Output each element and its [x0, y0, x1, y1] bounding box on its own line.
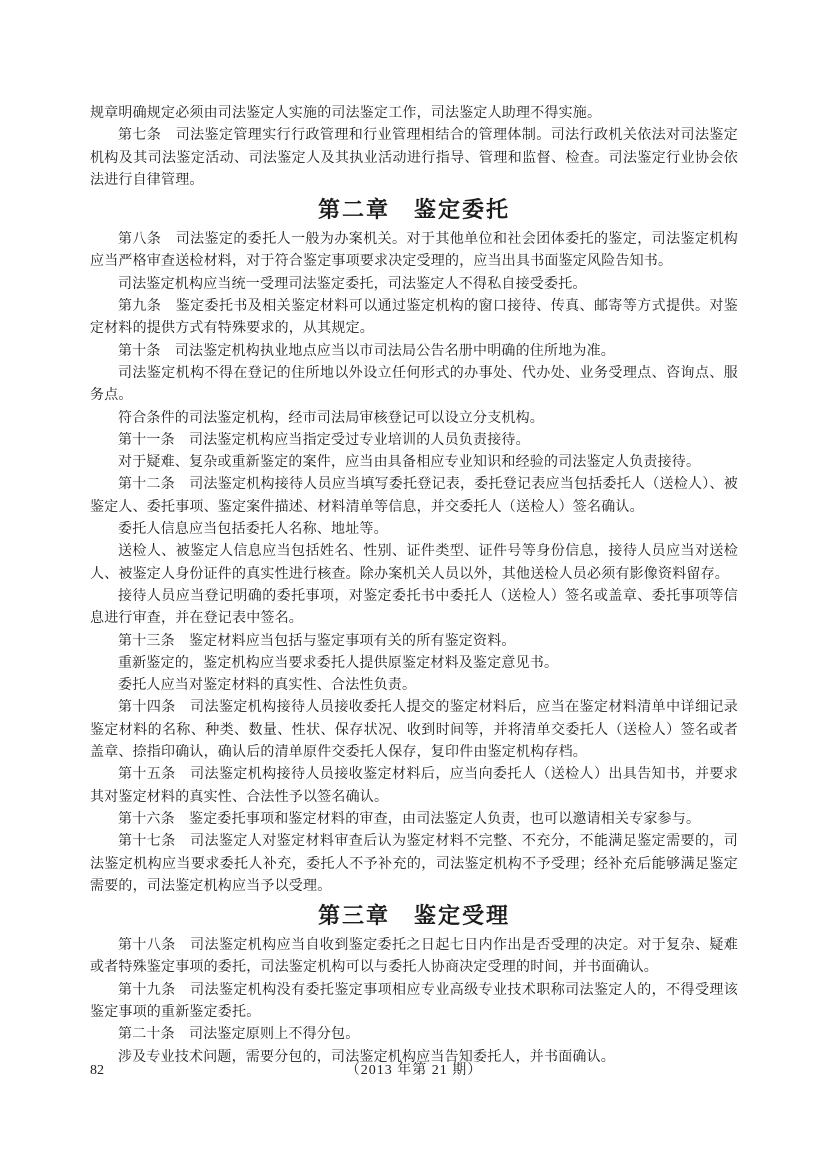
paragraph: 第十条 司法鉴定机构执业地点应当以市司法局公告名册中明确的住所地为准。: [118, 343, 615, 359]
paragraph: 委托人应当对鉴定材料的真实性、合法性负责。: [118, 678, 417, 694]
paragraph: 符合条件的司法鉴定机构，经市司法局审核登记可以设立分支机构。: [118, 410, 544, 426]
issue-info: （2013 年第 21 期）: [345, 1063, 483, 1078]
paragraph: 第十五条 司法鉴定机构接待人员接收鉴定材料后，应当向委托人（送检人）出具告知书，并要求其对鉴定材料的真实性、合法性予以签名确认。: [90, 767, 738, 805]
paragraph: 第十四条 司法鉴定机构接待人员接收委托人提交的鉴定材料后，应当在鉴定材料清单中详细记录鉴定材料的名称、种类、数量、性状、保存状况、收到时间等，并将清单交委托人（送检人）签名或者盖章、捺指印确认，确认后的清单原件交委托人保存，复印件由鉴定机构存档。: [90, 700, 738, 761]
paragraph: 第二十条 司法鉴定原则上不得分包。: [118, 1027, 360, 1043]
paragraph: 对于疑难、复杂或重新鉴定的案件，应当由具备相应专业知识和经验的司法鉴定人负责接待。: [118, 455, 701, 471]
paragraph: 委托人信息应当包括委托人名称、地址等。: [118, 522, 388, 538]
paragraph: 第八条 司法鉴定的委托人一般为办案机关。对于其他单位和社会团体委托的鉴定，司法鉴定机构应当严格审查送检材料，对于符合鉴定事项要求决定受理的，应当出具书面鉴定风险告知书。: [90, 232, 738, 270]
chapter-heading: 第二章 鉴定委托: [317, 197, 510, 223]
document-content: [90, 103, 738, 1069]
paragraph: 接待人员应当登记明确的委托事项，对鉴定委托书中委托人（送检人）签名或盖章、委托事项等信息进行审查，并在登记表中签名。: [90, 588, 738, 627]
paragraph: 规章明确规定必须由司法鉴定人实施的司法鉴定工作，司法鉴定人助理不得实施。: [90, 106, 602, 121]
paragraph: 第七条 司法鉴定管理实行行政管理和行业管理相结合的管理体制。司法行政机关依法对司法鉴定机构及其司法鉴定活动、司法鉴定人及其执业活动进行指导、管理和监督、检查。司法鉴定行业协会依法进行自律管理。: [90, 128, 738, 188]
paragraph: 第十三条 鉴定材料应当包括与鉴定事项有关的所有鉴定资料。: [118, 633, 516, 649]
paragraph: 司法鉴定机构应当统一受理司法鉴定委托，司法鉴定人不得私自接受委托。: [118, 276, 587, 292]
paragraph: 重新鉴定的，鉴定机构应当要求委托人提供原鉴定材料及鉴定意见书。: [118, 655, 559, 671]
chapter-heading: 第三章 鉴定受理: [317, 903, 510, 929]
paragraph: 司法鉴定机构不得在登记的住所地以外设立任何形式的办事处、代办处、业务受理点、咨询点、服务点。: [90, 365, 738, 404]
paragraph: 涉及专业技术问题，需要分包的，司法鉴定机构应当告知委托人，并书面确认。: [118, 1049, 615, 1065]
paragraph: 第九条 鉴定委托书及相关鉴定材料可以通过鉴定机构的窗口接待、传真、邮寄等方式提供。对鉴定材料的提供方式有特殊要求的，从其规定。: [90, 299, 738, 337]
page-number: 82: [90, 1063, 104, 1078]
paragraph: 第十九条 司法鉴定机构没有委托鉴定事项相应专业高级专业技术职称司法鉴定人的，不得受理该鉴定事项的重新鉴定委托。: [90, 982, 738, 1020]
paragraph: 第十二条 司法鉴定机构接待人员应当填写委托登记表，委托登记表应当包括委托人（送检人）、被鉴定人、委托事项、鉴定案件描述、材料清单等信息，并交委托人（送检人）签名确认。: [90, 477, 738, 515]
paragraph: 送检人、被鉴定人信息应当包括姓名、性别、证件类型、证件号等身份信息，接待人员应当对送检人、被鉴定人身份证件的真实性进行核查。除办案机关人员以外，其他送检人员必须有影像资料留存。: [90, 544, 738, 582]
paragraph: 第十八条 司法鉴定机构应当自收到鉴定委托之日起七日内作出是否受理的决定。对于复杂、疑难或者特殊鉴定事项的委托，司法鉴定机构可以与委托人协商决定受理的时间，并书面确认。: [90, 938, 738, 976]
paragraph: 第十七条 司法鉴定人对鉴定材料审查后认为鉴定材料不完整、不充分，不能满足鉴定需要的，司法鉴定机构应当要求委托人补充，委托人不予补充的，司法鉴定机构不予受理；经补充后能够满足鉴定需要的，司法鉴定机构应当予以受理。: [90, 834, 738, 894]
paragraph: 第十六条 鉴定委托事项和鉴定材料的审查，由司法鉴定人负责，也可以邀请相关专家参与。: [118, 811, 701, 827]
page-footer: [90, 1060, 738, 1084]
paragraph: 第十一条 司法鉴定机构应当指定受过专业培训的人员负责接待。: [118, 432, 530, 448]
